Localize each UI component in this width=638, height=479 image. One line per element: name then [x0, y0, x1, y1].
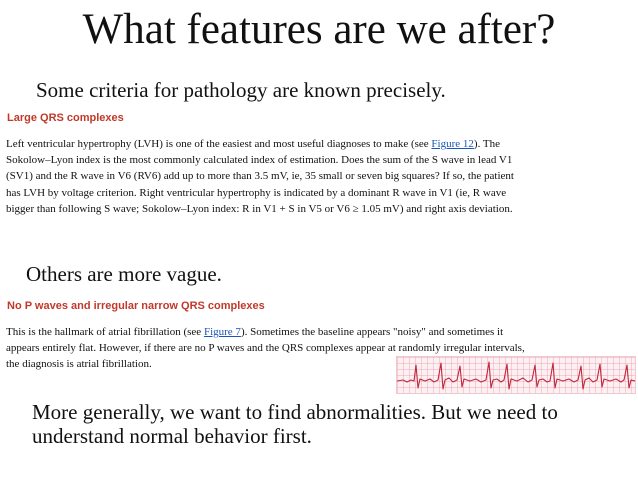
text-segment: This is the hallmark of atrial fibrillation (see: [6, 326, 204, 338]
ecg-trace: [397, 357, 635, 393]
paragraph-line: [6, 136, 630, 152]
paragraph-line: the diagnosis is atrial fibrillation.: [6, 358, 152, 371]
text-segment: ). The: [473, 138, 500, 150]
caption-precise-criteria: Some criteria for pathology are known precisely.: [36, 78, 446, 102]
paragraph-line: bigger than following S wave; Sokolow–Lyon index: R in V1 + S in V5 or V6 ≥ 1.05 mV) and right axis deviation.: [6, 202, 513, 215]
paragraph-line: [6, 324, 634, 340]
figure-12-link[interactable]: Figure 12: [431, 138, 474, 150]
caption-general-goal: More generally, we want to find abnormalities. But we need to understand normal behavior first.: [32, 400, 558, 448]
caption-vague-criteria: Others are more vague.: [26, 262, 222, 286]
text-segment: ). Sometimes the baseline appears "noisy" and sometimes it: [240, 326, 504, 338]
section-heading-no-p-waves: No P waves and irregular narrow QRS complexes: [7, 300, 265, 312]
paragraph-line: appears entirely flat. However, if there are no P waves and the QRS complexes appear at randomly irregular intervals,: [6, 342, 525, 355]
text-segment: Left ventricular hypertrophy (LVH) is one of the easiest and most useful diagnoses to make (see: [6, 138, 432, 150]
paragraph-line: (SV1) and the R wave in V6 (RV6) add up to more than 3.5 mV, ie, 35 small or seven big squares? If so, the patient: [6, 170, 514, 183]
figure-7-link[interactable]: Figure 7: [203, 326, 241, 338]
paragraph-lvh: [6, 136, 630, 217]
paragraph-line: Sokolow–Lyon index is the most commonly calculated index of estimation. Does the sum of the S wave in lead V1: [6, 154, 513, 167]
paragraph-line: has LVH by voltage criterion. Right ventricular hypertrophy is indicated by a dominant R wave in V1 (ie, R wave: [6, 186, 507, 199]
slide-title: What features are we after?: [82, 6, 556, 53]
ecg-strip-image: [396, 356, 636, 394]
section-heading-large-qrs: Large QRS complexes: [7, 112, 124, 124]
